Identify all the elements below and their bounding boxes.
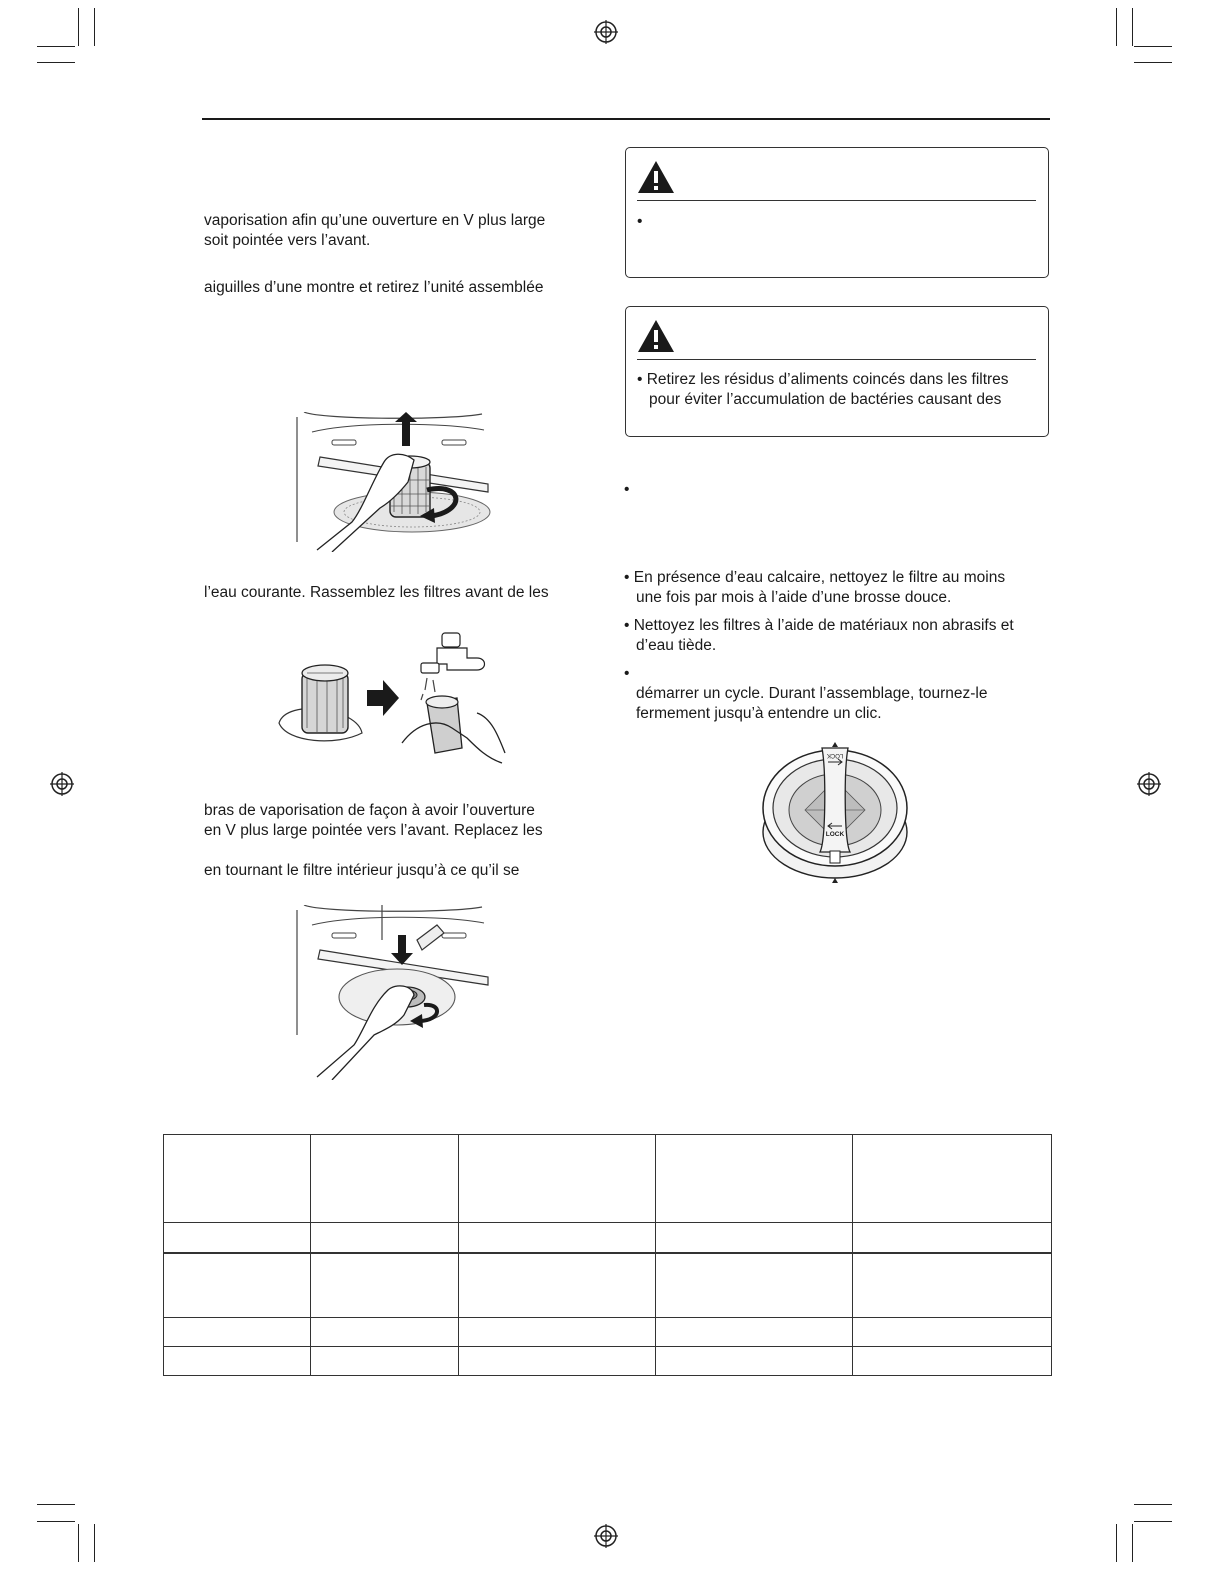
lock-label-bottom: LOCK (825, 831, 845, 838)
warning-box (625, 147, 1049, 278)
caution-bullet-line: pour éviter l’accumulation de bactéries causant des (649, 391, 1002, 408)
header-rule (202, 118, 1050, 120)
table-cell (459, 1135, 656, 1223)
filter-install-illustration (292, 905, 492, 1080)
paragraph-line: en V plus large pointée vers l’avant. Replacez les (204, 822, 543, 839)
table-cell (164, 1347, 311, 1376)
table-cell (853, 1253, 1052, 1318)
warning-triangle-icon (637, 319, 675, 353)
table-cell (656, 1347, 853, 1376)
table-row (164, 1253, 1052, 1318)
filter-lock-illustration (760, 740, 910, 888)
paragraph-line: l’eau courante. Rassemblez les filtres avant de les (204, 584, 549, 601)
table-cell (459, 1318, 656, 1347)
table-cell (656, 1253, 853, 1318)
caution-bullet-line: • Retirez les résidus d’aliments coincés dans les filtres (637, 371, 1009, 388)
table-row (164, 1223, 1052, 1253)
paragraph-line: aiguilles d’une montre et retirez l’unité assemblée (204, 279, 544, 296)
table-cell (164, 1223, 311, 1253)
tip-bullet-line: • En présence d’eau calcaire, nettoyez le filtre au moins (624, 569, 1006, 586)
table-cell (459, 1347, 656, 1376)
table-cell (656, 1223, 853, 1253)
caution-box (625, 306, 1049, 437)
tip-bullet-line: • (624, 665, 630, 682)
registration-target-icon (594, 20, 618, 44)
tip-bullet-line: fermement jusqu’à entendre un clic. (636, 705, 882, 722)
paragraph-line: en tournant le filtre intérieur jusqu’à ce qu’il se (204, 862, 520, 879)
tip-bullet-line: • Nettoyez les filtres à l’aide de matériaux non abrasifs et (624, 617, 1014, 634)
table-cell (656, 1318, 853, 1347)
table-cell (459, 1223, 656, 1253)
reference-table (163, 1134, 1052, 1376)
lock-label-top: LOCK (826, 752, 844, 758)
table-cell (853, 1347, 1052, 1376)
caution-divider (637, 359, 1036, 360)
tip-bullet-line: une fois par mois à l’aide d’une brosse douce. (636, 589, 952, 606)
lone-bullet: • (624, 481, 630, 498)
table-cell (164, 1253, 311, 1318)
table-cell (853, 1223, 1052, 1253)
paragraph-line: vaporisation afin qu’une ouverture en V plus large (204, 212, 546, 229)
table-row (164, 1318, 1052, 1347)
table-cell (311, 1318, 459, 1347)
paragraph-line: soit pointée vers l’avant. (204, 232, 371, 249)
tip-bullet-line: d’eau tiède. (636, 637, 717, 654)
table-cell (164, 1135, 311, 1223)
table-cell (311, 1135, 459, 1223)
table-cell (311, 1223, 459, 1253)
registration-target-icon (594, 1524, 618, 1548)
table-cell (853, 1135, 1052, 1223)
table-cell (656, 1135, 853, 1223)
table-cell (459, 1253, 656, 1318)
filter-rinse-illustration (277, 628, 507, 768)
paragraph-line: bras de vaporisation de façon à avoir l’ouverture (204, 802, 535, 819)
table-row (164, 1347, 1052, 1376)
warning-divider (637, 200, 1036, 201)
table-cell (311, 1253, 459, 1318)
warning-bullet: • (637, 213, 643, 230)
table-cell (853, 1318, 1052, 1347)
table-cell (311, 1347, 459, 1376)
table-header-row (164, 1135, 1052, 1223)
table-cell (164, 1318, 311, 1347)
registration-target-icon (1137, 772, 1161, 796)
filter-removal-illustration (292, 412, 492, 552)
registration-target-icon (50, 772, 74, 796)
tip-bullet-line: démarrer un cycle. Durant l’assemblage, tournez-le (636, 685, 988, 702)
warning-triangle-icon (637, 160, 675, 194)
